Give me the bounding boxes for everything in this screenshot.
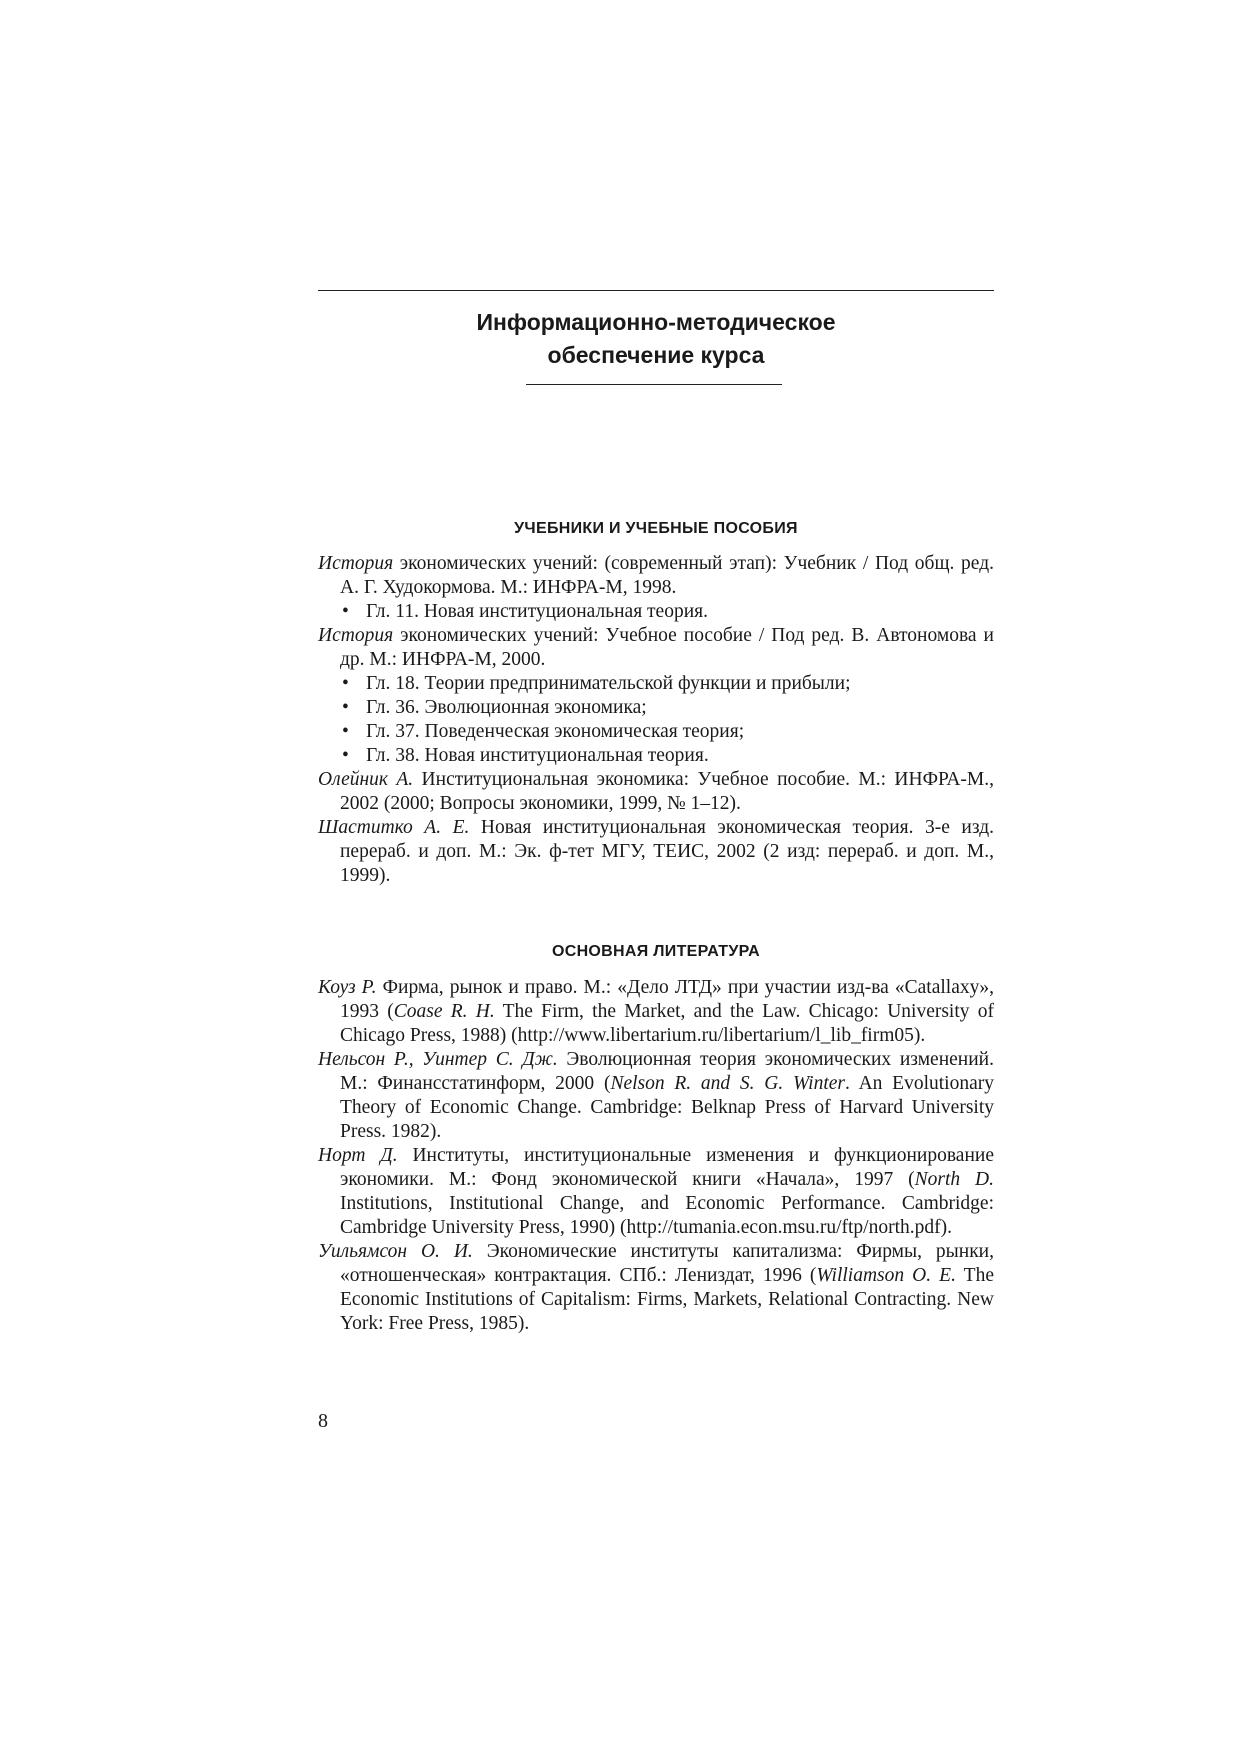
- bibliography-entry: [318, 1144, 994, 1240]
- entry-text: Экономические институты капитализма: Фирмы, рынки, «отношенческая» контрактация. СПб.: Лениздат, 1996 (: [340, 1241, 994, 1286]
- chapter-item-text: Гл. 11. Новая институциональная теория.: [366, 601, 708, 622]
- entry-author: История: [318, 553, 394, 574]
- entry-author: Нельсон Р., Уинтер С. Дж.: [318, 1049, 558, 1070]
- bibliography-entry: [318, 976, 994, 1048]
- page-title-line-2: обеспечение курса: [547, 342, 765, 368]
- entry-text: Фирма, рынок и право. М.: «Дело ЛТД» при участии изд-ва «Catallaxy», 1993 (: [340, 977, 994, 1022]
- section-heading-core-literature: ОСНОВНАЯ ЛИТЕРАТУРА: [551, 943, 761, 960]
- bibliography-textbooks: [318, 552, 994, 888]
- chapter-item: [318, 672, 994, 696]
- bullet-icon: •: [342, 721, 349, 742]
- bullet-icon: •: [342, 601, 349, 622]
- chapter-item: [318, 696, 994, 720]
- bibliography-entry: [318, 1048, 994, 1144]
- bibliography-entry: [318, 768, 994, 816]
- entry-original-author: Williamson O. E.: [816, 1265, 956, 1286]
- entry-author: Уильямсон О. И.: [318, 1241, 473, 1262]
- chapter-item: [318, 744, 994, 768]
- entry-text: . An Evolutionary Theory of Economic Change. Cambridge: Belknap Press of Harvard University Press. 1982).: [340, 1073, 994, 1142]
- page-title: [318, 306, 994, 372]
- chapter-list: [318, 672, 994, 768]
- bullet-icon: •: [342, 697, 349, 718]
- chapter-item-text: Гл. 37. Поведенческая экономическая теория;: [366, 721, 745, 742]
- bibliography-entry: [318, 552, 994, 600]
- entry-text: Институциональная экономика: Учебное пособие. М.: ИНФРА-М., 2002 (2000; Вопросы экономики, 1999, № 1–12).: [340, 769, 995, 814]
- chapter-list: [318, 600, 994, 624]
- bibliography-entry: [318, 624, 994, 672]
- chapter-item-text: Гл. 38. Новая институциональная теория.: [366, 745, 709, 766]
- entry-author: Шаститко А. Е.: [318, 817, 470, 838]
- entry-text: экономических учений: (современный этап): Учебник / Под общ. ред. А. Г. Худокормова. М.: ИНФРА-М, 1998.: [340, 553, 994, 598]
- chapter-item: [318, 600, 994, 624]
- entry-author: История: [318, 625, 394, 646]
- entry-original-author: Coase R. H.: [393, 1001, 495, 1022]
- chapter-item-text: Гл. 36. Эволюционная экономика;: [366, 697, 647, 718]
- entry-author: Норт Д.: [318, 1145, 398, 1166]
- entry-text: Institutions, Institutional Change, and Economic Performance. Cambridge: Cambridge University Press, 1990) (http://tumania.econ.msu.ru/ftp/north.pdf).: [340, 1193, 994, 1238]
- bibliography-core-literature: [318, 976, 994, 1336]
- chapter-item-text: Гл. 18. Теории предпринимательской функции и прибыли;: [366, 673, 851, 694]
- bibliography-entry: [318, 1240, 994, 1336]
- section-heading-textbooks: УЧЕБНИКИ И УЧЕБНЫЕ ПОСОБИЯ: [514, 520, 798, 537]
- entry-original-author: Nelson R. and S. G. Winter: [610, 1073, 846, 1094]
- entry-author: Олейник А.: [318, 769, 414, 790]
- entry-text: The Economic Institutions of Capitalism: Firms, Markets, Relational Contracting. New York: Free Press, 1985).: [340, 1265, 994, 1334]
- page-title-line-1: Информационно-методическое: [476, 309, 836, 335]
- title-rule-bottom: [526, 384, 782, 385]
- entry-text: The Firm, the Market, and the Law. Chicago: University of Chicago Press, 1988) (http://www.libertarium.ru/libertarium/l_lib_firm05).: [340, 1001, 994, 1046]
- entry-text: экономических учений: Учебное пособие / Под ред. В. Автономова и др. М.: ИНФРА-М, 2000.: [340, 625, 994, 670]
- entry-author: Коуз Р.: [318, 977, 377, 998]
- page-number: 8: [318, 1410, 328, 1432]
- entry-text: Новая институциональная экономическая теория. 3-е изд. перераб. и доп. М.: Эк. ф-тет МГУ, ТЕИС, 2002 (2 изд: перераб. и доп. М., 1999).: [340, 817, 994, 886]
- entry-original-author: North D.: [914, 1169, 994, 1190]
- entry-text: Институты, институциональные изменения и функционирование экономики. М.: Фонд экономической книги «Начала», 1997 (: [340, 1145, 994, 1190]
- title-rule-top: [318, 290, 994, 291]
- bibliography-entry: [318, 816, 994, 888]
- entry-text: Эволюционная теория экономических изменений. М.: Финансстатинформ, 2000 (: [340, 1049, 994, 1094]
- chapter-item: [318, 720, 994, 744]
- bullet-icon: •: [342, 673, 349, 694]
- bullet-icon: •: [342, 745, 349, 766]
